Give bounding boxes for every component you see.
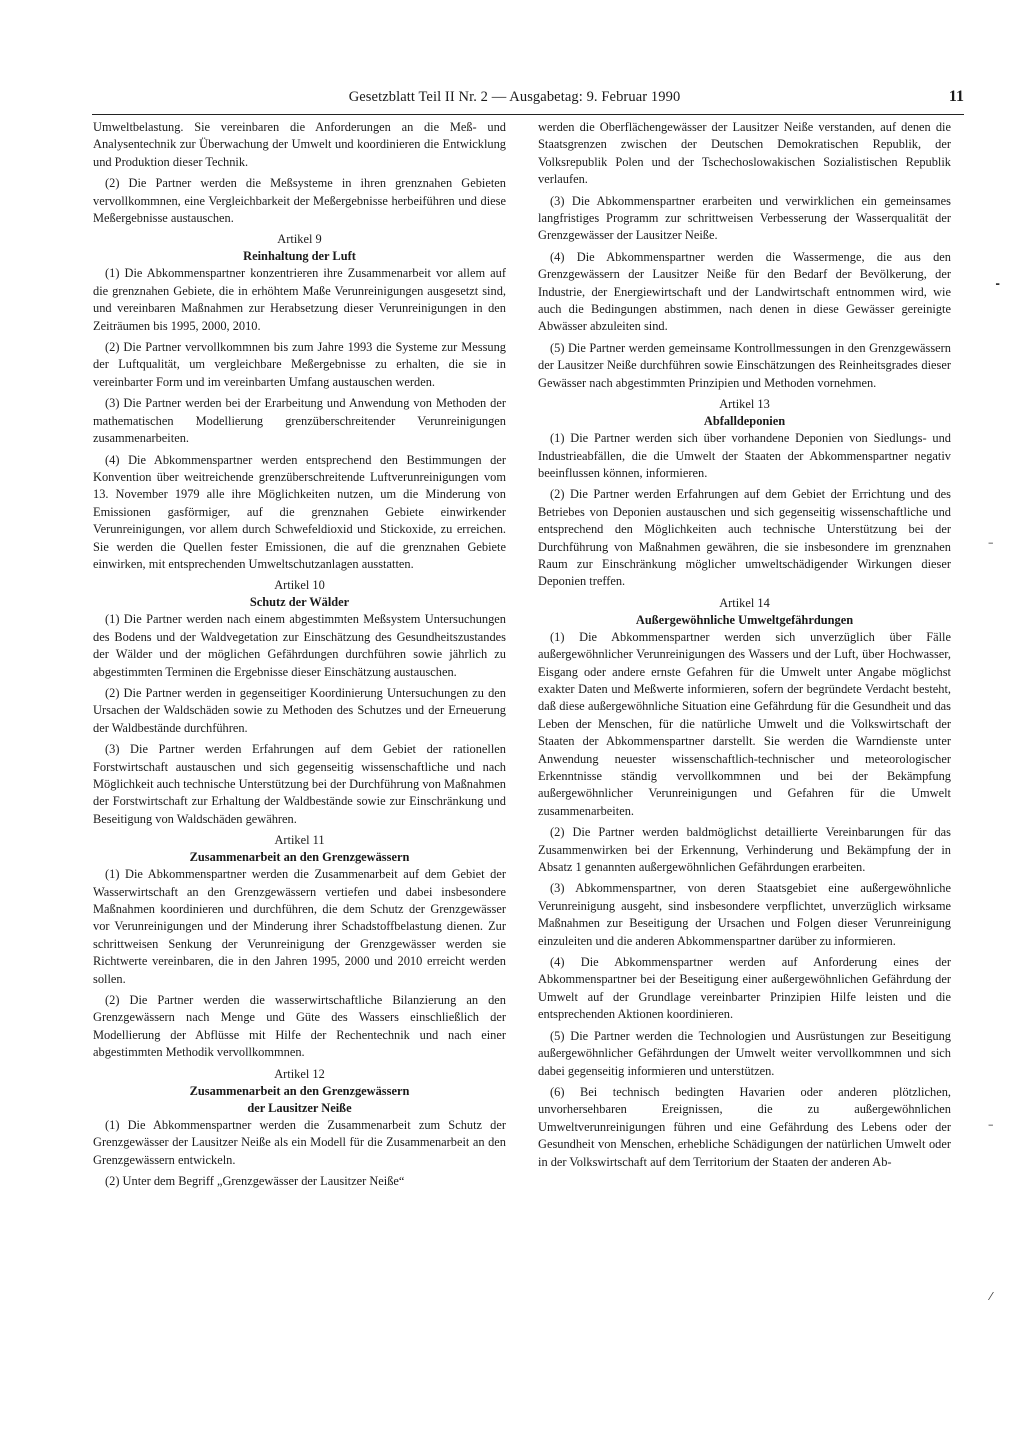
article-title: Schutz der Wälder <box>249 595 350 610</box>
paragraph: (6) Bei technisch bedingten Havarien oder anderen plötzlichen, unvorhersehbaren Ereignissen, die zu außergewöhnlichen Umweltverunreinigungen führen und eine Gefährdung des Lebens oder der Gesundheit von Menschen, erhebliche Schädigungen der natürlichen Umwelt oder in der Volkswirtschaft auf dem Territorium der Staaten der anderen Ab- <box>538 1084 951 1169</box>
paragraph: (1) Die Partner werden nach einem abgestimmten Meßsystem Untersuchungen des Bodens und der Waldvegetation zur Einschätzung des Gesundheitszustandes der Wälder und der möglichen Gefährdungen durchführen sowie jährlich zu abgestimmten Terminen die Ergebnisse dieser Einschätzung austauschen. <box>93 612 506 679</box>
scan-mark: – <box>988 536 994 549</box>
paragraph: Umweltbelastung. Sie vereinbaren die Anforderungen an die Meß- und Analysentechnik zur Überwachung der Umwelt und koordinieren die Entwicklung und Produktion dieser Technik. <box>93 120 506 169</box>
paragraph: (2) Die Partner vervollkommnen bis zum Jahre 1993 die Systeme zur Messung der Luftqualität, um vergleichbare Meßergebnisse zu erhalten, die sie in vereinbarter Form und im vereinbarten Umfang austauschen werden. <box>93 340 506 389</box>
article-title: Zusammenarbeit an den Grenzgewässern <box>189 1083 410 1098</box>
header-title: Gesetzblatt Teil II Nr. 2 — Ausgabetag: 9. Februar 1990 <box>348 89 681 105</box>
article-number: Artikel 12 <box>274 1066 325 1081</box>
scan-mark: ⁄ <box>990 1290 992 1303</box>
article-number: Artikel 14 <box>719 595 770 610</box>
paragraph: (5) Die Partner werden gemeinsame Kontrollmessungen in den Grenzgewässern der Lausitzer Neiße durchführen sowie Einschätzungen des Reinheitsgrades dieser Gewässer nach abgestimmten Prinzipien und Methoden vornehmen. <box>538 340 951 390</box>
right-column <box>538 119 951 1175</box>
paragraph: (4) Die Abkommenspartner werden die Wassermenge, die aus den Grenzgewässern der Lausitzer Neiße für den Bedarf der Bevölkerung, der Industrie, der Energiewirtschaft und der Landwirtschaft entnommen wird, wie auch die Bedingungen abstimmen, nach denen in diese Gewässer gereinigte Abwässer abzuleiten sind. <box>538 249 951 334</box>
paragraph: (1) Die Abkommenspartner konzentrieren ihre Zusammenarbeit vor allem auf die grenznahen Gebiete, die in erhöhtem Maße Verunreinigungen ausgesetzt sind, und vereinbaren Maßnahmen zur Herabsetzung dieser Verunreinigungen in den Zeiträumen bis 1995, 2000, 2010. <box>93 266 506 333</box>
paragraph: (4) Die Abkommenspartner werden entsprechend den Bestimmungen der Konvention über weitreichende grenzüberschreitende Luftverunreinigungen vom 13. November 1979 alle ihre Möglichkeiten nutzen, um die Minderung von Emissionen gasförmiger, auf die grenznahen Gebiete einwirkender Verunreinigungen, vor allem durch Schwefeldioxid und Stickoxide, zu erreichen. Sie werden die Quellen fester Emissionen, die auf die grenznahen Gebiete einwirken, mit entsprechenden Umweltschutzanlagen ausstatten. <box>93 452 506 571</box>
paragraph: (2) Unter dem Begriff „Grenzgewässer der Lausitzer Neiße“ <box>105 1173 405 1188</box>
article-number: Artikel 9 <box>277 232 322 247</box>
paragraph: (2) Die Partner werden die Meßsysteme in ihren grenznahen Gebieten vervollkommnen, eine Vergleichbarkeit der Meßergebnisse herbeiführen und diese Meßergebnisse austauschen. <box>93 176 506 226</box>
paragraph: (2) Die Partner werden Erfahrungen auf dem Gebiet der Errichtung und des Betriebes von Deponien austauschen und sich gegenseitig wissenschaftliche und entsprechend den Möglichkeiten auch technische Unterstützung bei der Durchführung von Maßnahmen gewähren, die sie insbesondere im grenznahen Raum zur Einschränkung möglicher umweltschädigender Wirkungen dieser Deponien treffen. <box>538 487 951 589</box>
article-title: der Lausitzer Neiße <box>247 1100 352 1115</box>
paragraph: (1) Die Partner werden sich über vorhandene Deponien von Siedlungs- und Industrieabfällen, die die Umwelt der Staaten der Abkommenspartner negativ beeinflussen können, informieren. <box>538 431 951 480</box>
paragraph: (4) Die Abkommenspartner werden auf Anforderung eines der Abkommenspartner bei der Beseitigung einer außergewöhnlichen Gefährdung der Umwelt auf der Grundlage vereinbarter Prinzipien Hilfe leisten und die entsprechenden Aktionen koordinieren. <box>538 955 951 1022</box>
paragraph: (3) Die Partner werden bei der Erarbeitung und Anwendung von Methoden der mathematischen Modellierung grenzüberschreitender Verunreinigungen zusammenarbeiten. <box>93 396 506 446</box>
article-title: Abfalldeponien <box>703 414 786 429</box>
paragraph: (5) Die Partner werden die Technologien und Ausrüstungen zur Beseitigung außergewöhnlicher Gefährdungen der Umwelt weiter vervollkommnen und sich dabei gegenseitig informieren und unterstützen. <box>538 1028 951 1078</box>
page-header <box>92 88 964 115</box>
article-title: Außergewöhnliche Umweltgefährdungen <box>635 612 854 627</box>
paragraph: (1) Die Abkommenspartner werden sich unverzüglich über Fälle außergewöhnlicher Verunreinigungen des Wassers und der Luft, über Hochwasser, Eisgang oder andere ernste Gefahren für die Umwelt unter Angabe möglichst exakter Daten und Meßwerte informieren, sofern der begründete Verdacht besteht, daß diese außergewöhnliche Situation eine Gefährdung für die Gesundheit und das Leben der Menschen, für die natürliche Umwelt und die Volkswirtschaft der Staaten der Abkommenspartner darstellt. Sie werden die Warndienste unter Anwendung neuester wissenschaftlich-technischer und meteorologischer Erkenntnisse ständig vervollkommnen und bei der Bekämpfung außergewöhnlicher Verunreinigungen und Gefahren für die Umwelt zusammenarbeiten. <box>538 629 951 818</box>
paragraph: (3) Die Partner werden Erfahrungen auf dem Gebiet der rationellen Forstwirtschaft austauschen und sich gegenseitig wissenschaftliche und nach Möglichkeit auch technische Unterstützung bei der Durchführung von Maßnahmen der Forstwirtschaft zur Erhaltung der Waldbestände sowie zur Einschränkung und Beseitigung von Waldschäden gewähren. <box>93 742 506 826</box>
left-column <box>93 119 506 1194</box>
article-number: Artikel 13 <box>719 397 770 412</box>
article-title: Reinhaltung der Luft <box>243 249 356 264</box>
article-number: Artikel 11 <box>274 833 325 848</box>
paragraph: werden die Oberflächengewässer der Lausitzer Neiße verstanden, auf denen die Staatsgrenzen zwischen der Deutschen Demokratischen Republik, der Volksrepublik Polen und der Tschechoslowakischen Sozialistischen Republik verlaufen. <box>538 120 951 187</box>
paragraph: (2) Die Partner werden baldmöglichst detaillierte Vereinbarungen für das Zusammenwirken bei der Erkennung, Verhinderung und Bekämpfung der in Absatz 1 genannten außergewöhnlichen Gefährdungen erarbeiten. <box>538 825 951 875</box>
paragraph: (1) Die Abkommenspartner werden die Zusammenarbeit zum Schutz der Grenzgewässer der Lausitzer Neiße als ein Modell für die Zusammenarbeit an den Grenzgewässern entwickeln. <box>93 1117 506 1167</box>
paragraph: (3) Die Abkommenspartner erarbeiten und verwirklichen ein gemeinsames langfristiges Programm zur schrittweisen Verbesserung der Wasserqualität der Grenzgewässer der Lausitzer Neiße. <box>538 193 951 243</box>
scan-mark: – <box>988 1118 994 1131</box>
paragraph: (2) Die Partner werden die wasserwirtschaftliche Bilanzierung an den Grenzgewässern nach Menge und Güte des Wassers einschließlich der Modellierung der Abflüsse mit Hilfe der Rechentechnik und nach einer abgestimmten Methodik vervollkommnen. <box>93 993 506 1060</box>
page-number: 11 <box>948 88 964 105</box>
paragraph: (2) Die Partner werden in gegenseitiger Koordinierung Untersuchungen zu den Ursachen der Waldschäden sowie zu Methoden des Schutzes und der Erneuerung der Waldbestände durchführen. <box>93 685 506 735</box>
article-number: Artikel 10 <box>274 578 325 593</box>
paragraph: (1) Die Abkommenspartner werden die Zusammenarbeit auf dem Gebiet der Wasserwirtschaft an den Grenzgewässern vertiefen und dabei insbesondere Maßnahmen koordinieren und durchführen, die dem Schutz der Grenzgewässer vor Verunreinigungen und der Minderung ihrer Schadstoffbelastung dienen. Zur schrittweisen Senkung der Verunreinigung der Grenzgewässer werden sie Richtwerte vereinbaren, die in den Jahren 1995, 2000 und 2010 erreicht werden sollen. <box>93 867 506 986</box>
paragraph: (3) Abkommenspartner, von deren Staatsgebiet eine außergewöhnliche Verunreinigung ausgeht, sind insbesondere verpflichtet, unverzüglich wirksame Maßnahmen zur Beseitigung der Ursachen und Folgen dieser Verunreinigung einzuleiten und die anderen Abkommenspartner darüber zu informieren. <box>538 881 951 948</box>
scan-mark: ╸ <box>996 278 1003 291</box>
article-title: Zusammenarbeit an den Grenzgewässern <box>189 850 410 865</box>
